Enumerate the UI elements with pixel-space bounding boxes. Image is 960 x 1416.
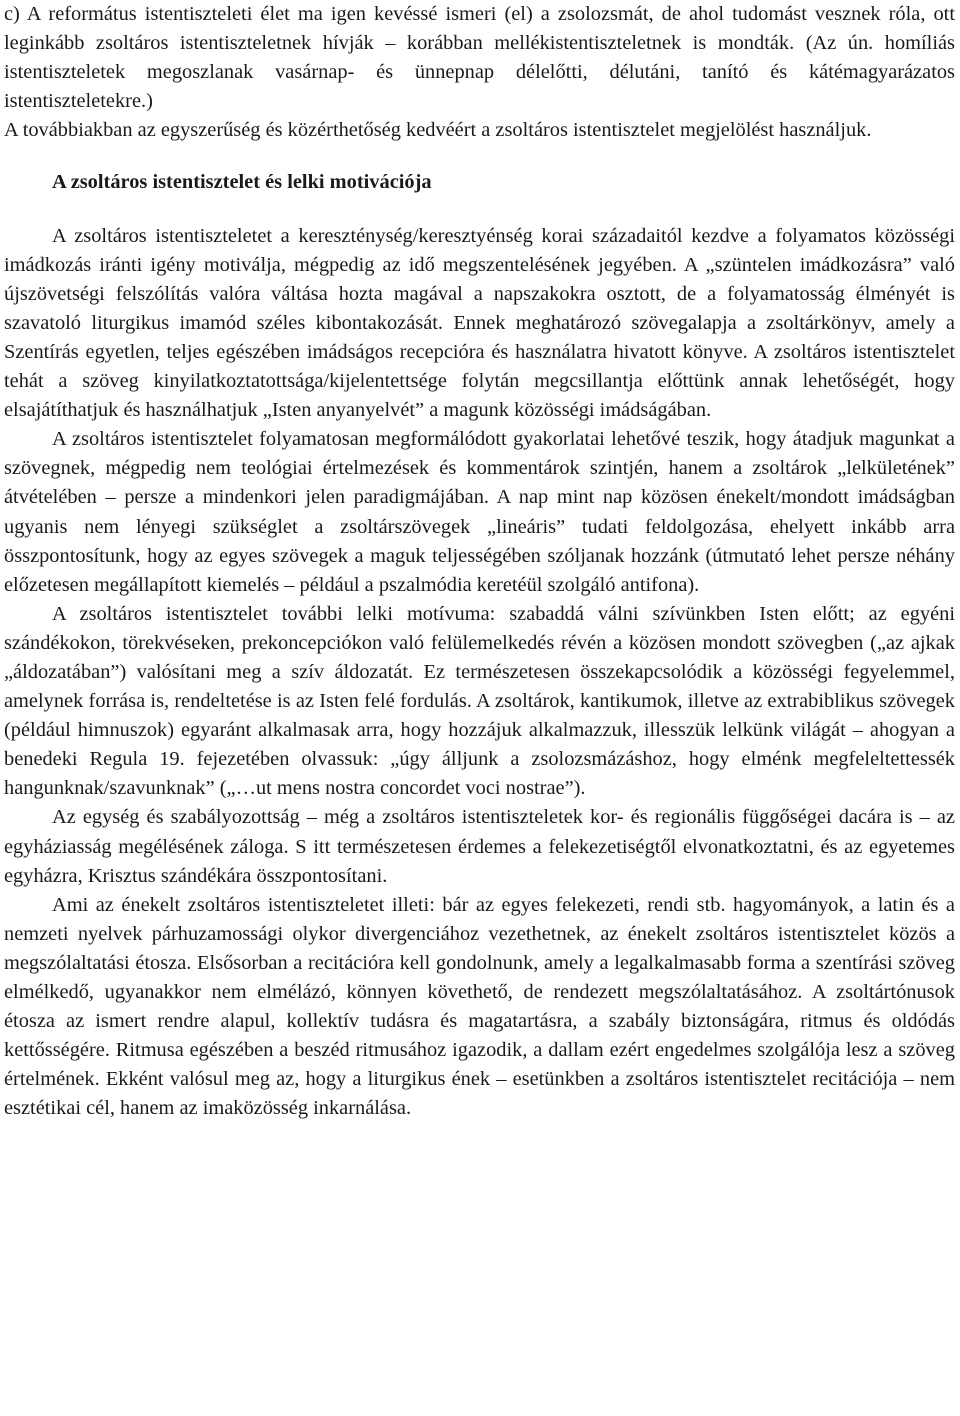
body-paragraph: A zsoltáros istentisztelet folyamatosan megformálódott gyakorlatai lehetővé teszik, hogy átadjuk magunkat a szövegnek, mégpedig nem teológiai értelmezések és kommentárok szintjén, hanem a zsoltárok „lelkületének” átvételében – persze a mindenkori jelen paradigmájában. A nap mint nap közösen énekelt/mondott imádságban ugyanis nem lényegi szükséglet a zsoltárszövegek „lineáris” tudati feldolgozása, ehelyett inkább arra összpontosítunk, hogy az egyes szövegek a maguk teljességében szóljanak hozzánk (útmutató lehet persze néhány előzetesen megállapított kiemelés – például a pszalmódia keretéül szolgáló antifona).	[4, 428, 955, 596]
body-paragraph: A zsoltáros istentisztelet további lelki motívuma: szabaddá válni szívünkben Isten előtt; az egyéni szándékokon, törekvéseken, prekoncepciókon való felülemelkedés révén a közösen mondott szövegben („az ajkak „áldozatában”) valósítani meg a szív áldozatát. Ez természetesen összekapcsolódik a közösségi fegyelemmel, amelynek forrása is, rendeltetése is az Isten felé fordulás. A zsoltárok, kantikumok, illetve az extrabiblikus szövegek (például himnuszok) egyaránt alkalmasak arra, hogy hozzájuk alkalmazzuk, illesszük lelkünk világát – ahogyan a benedeki Regula 19. fejezetében olvassuk: „úgy álljunk a zsolozsmázáshoz, hogy elménk megfeleltettessék hangunknak/szavunknak” („…ut mens nostra concordet voci nostrae”).	[4, 602, 955, 800]
body-paragraph: A zsoltáros istentiszteletet a kereszténység/keresztyénség korai századaitól kezdve a folyamatos közösségi imádkozás iránti igény motiválja, mégpedig az idő megszentelésének jegyében. A „szüntelen imádkozásra” való újszövetségi felszólítás valóra váltása hozta magával a napszakokra osztott, de a folyamatosság élményét is szavatoló liturgikus imamód széles kibontakozását. Ennek meghatározó szövegalapja a zsoltárkönyv, amely a Szentírás egyetlen, teljes egészében imádságos recepcióra és használatra hivatott könyve. A zsoltáros istentisztelet tehát a szöveg kinyilatkoztatottsága/kijelentettsége folytán megcsillantja előttünk annak lehetőségét, hogy elsajátíthatjuk és használhatjuk „Isten anyanyelvét” a magunk közösségi imádságában.	[4, 224, 955, 422]
intro-paragraph: c) A református istentiszteleti élet ma igen kevéssé ismeri (el) a zsolozsmát, de ahol tudomást vesznek róla, ott leginkább zsoltáros istentiszteletnek hívják – korábban mellékistentiszteletnek is mondták. (Az ún. homíliás istentiszteletek megoszlanak vasárnap- és ünnepnap délelőtti, délutáni, tanító és kátémagyarázatos istentiszteletekre.)	[4, 3, 955, 113]
usage-note-paragraph: A továbbiakban az egyszerűség és közérthetőség kedvéért a zsoltáros istentisztelet megjelölést használjuk.	[4, 119, 872, 142]
body-paragraph: Ami az énekelt zsoltáros istentiszteletet illeti: bár az egyes felekezeti, rendi stb. hagyományok, a latin és a nemzeti nyelvek párhuzamossági olykor divergenciához vezethetnek, az énekelt zsoltáros istentisztelet közös a megszólaltatási étosza. Elsősorban a recitációra kell gondolnunk, amely a legalkalmasabb forma a szentírási szöveg elmélkedő, ugyanakkor nem elmélázó, könnyen követhető, de rendezett megszólaltatásához. A zsoltártónusok étosza az ismert rendre alapul, kollektív tudásra és magatartásra, a szabály biztonságára, ritmus és oldódás kettősségére. Ritmusa egészében a beszéd ritmusához igazodik, a dallam ezért engedelmes szolgálója lesz a szöveg értelmének. Ekként valósul meg az, hogy a liturgikus ének – esetünkben a zsoltáros istentisztelet recitációja – nem esztétikai cél, hanem az imaközösség inkarnálása.	[4, 893, 955, 1120]
section-heading: A zsoltáros istentisztelet és lelki motivációja	[52, 171, 432, 194]
body-paragraph: Az egység és szabályozottság – még a zsoltáros istentiszteletek kor- és regionális függőségei dacára is – az egyháziasság megélésének záloga. S itt természetesen érdemes a felekezetiségtől elvonatkoztatni, és az egyetemes egyházra, Krisztus szándékára összpontosítani.	[4, 806, 955, 887]
